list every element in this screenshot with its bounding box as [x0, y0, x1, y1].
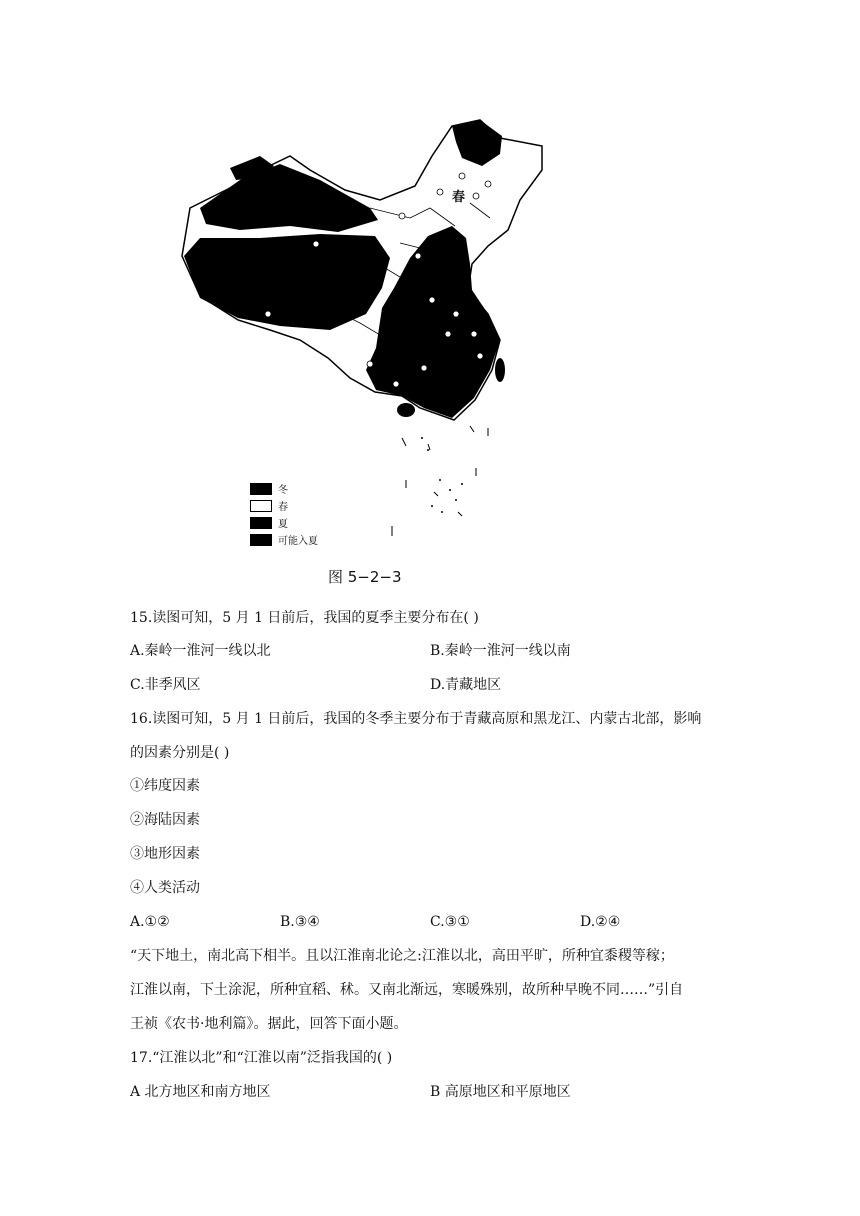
q16-stem-line2: 的因素分别是( ): [130, 745, 230, 761]
q16-item-4: ④人类活动: [130, 880, 200, 896]
legend-label: 春: [278, 502, 288, 513]
legend-item: [250, 497, 318, 514]
q15-stem: 15.读图可知，5 月 1 日前后，我国的夏季主要分布在( ): [130, 610, 479, 626]
legend-swatch: [250, 534, 272, 546]
china-season-map: [170, 108, 570, 558]
passage-line-3: 王祯《农书·地利篇》。据此，回答下面小题。: [130, 1016, 408, 1032]
legend-label: 夏: [278, 519, 288, 530]
map-legend: [250, 480, 318, 548]
legend-item: [250, 480, 318, 497]
tibet-winter-region: [184, 234, 390, 330]
q16-item-2: ②海陆因素: [130, 812, 200, 828]
q17-option-a[interactable]: A 北方地区和南方地区: [130, 1084, 271, 1100]
taiwan-island: [495, 358, 505, 382]
map-figure: [170, 108, 570, 590]
q16-option-c[interactable]: C.③①: [430, 914, 470, 930]
passage-line-2: 江淮以南，下土涂泥，所种宜稻、秫。又南北渐远，寒暖殊别，故所种早晚不同……”引自: [130, 982, 684, 998]
spring-map-label: 春: [452, 190, 466, 205]
q16-stem-line1: 16.读图可知，5 月 1 日前后，我国的冬季主要分布于青藏高原和黑龙江、内蒙古北部，影响: [130, 711, 702, 727]
figure-caption: 图 5−2−3: [328, 568, 402, 586]
q15-option-c[interactable]: C.非季风区: [130, 677, 201, 693]
legend-item: [250, 514, 318, 531]
q16-option-a[interactable]: A.①②: [130, 914, 170, 930]
q16-option-d[interactable]: D.②④: [580, 914, 621, 930]
q16-item-1: ①纬度因素: [130, 778, 200, 794]
passage-line-1: “天下地土，南北高下相半。且以江淮南北论之:江淮以北，高田平旷，所种宜黍稷等稼；: [130, 948, 674, 964]
legend-label: 冬: [278, 485, 288, 496]
q15-option-b[interactable]: B.秦岭一淮河一线以南: [430, 643, 571, 659]
legend-swatch: [250, 500, 272, 512]
q15-option-a[interactable]: A.秦岭一淮河一线以北: [130, 643, 271, 659]
q16-item-3: ③地形因素: [130, 846, 200, 862]
q17-option-b[interactable]: B 高原地区和平原地区: [430, 1084, 571, 1100]
q17-stem: 17.“江淮以北”和“江淮以南”泛指我国的( ): [130, 1050, 393, 1066]
legend-item: [250, 531, 318, 548]
q16-option-b[interactable]: B.③④: [280, 914, 320, 930]
legend-swatch: [250, 483, 272, 495]
q15-option-d[interactable]: D.青藏地区: [430, 677, 502, 693]
legend-swatch: [250, 517, 272, 529]
legend-label: 可能入夏: [278, 536, 318, 547]
hainan-island: [397, 403, 415, 417]
xinjiang-winter-region: [200, 164, 378, 232]
south-sea-dots: [421, 437, 463, 513]
